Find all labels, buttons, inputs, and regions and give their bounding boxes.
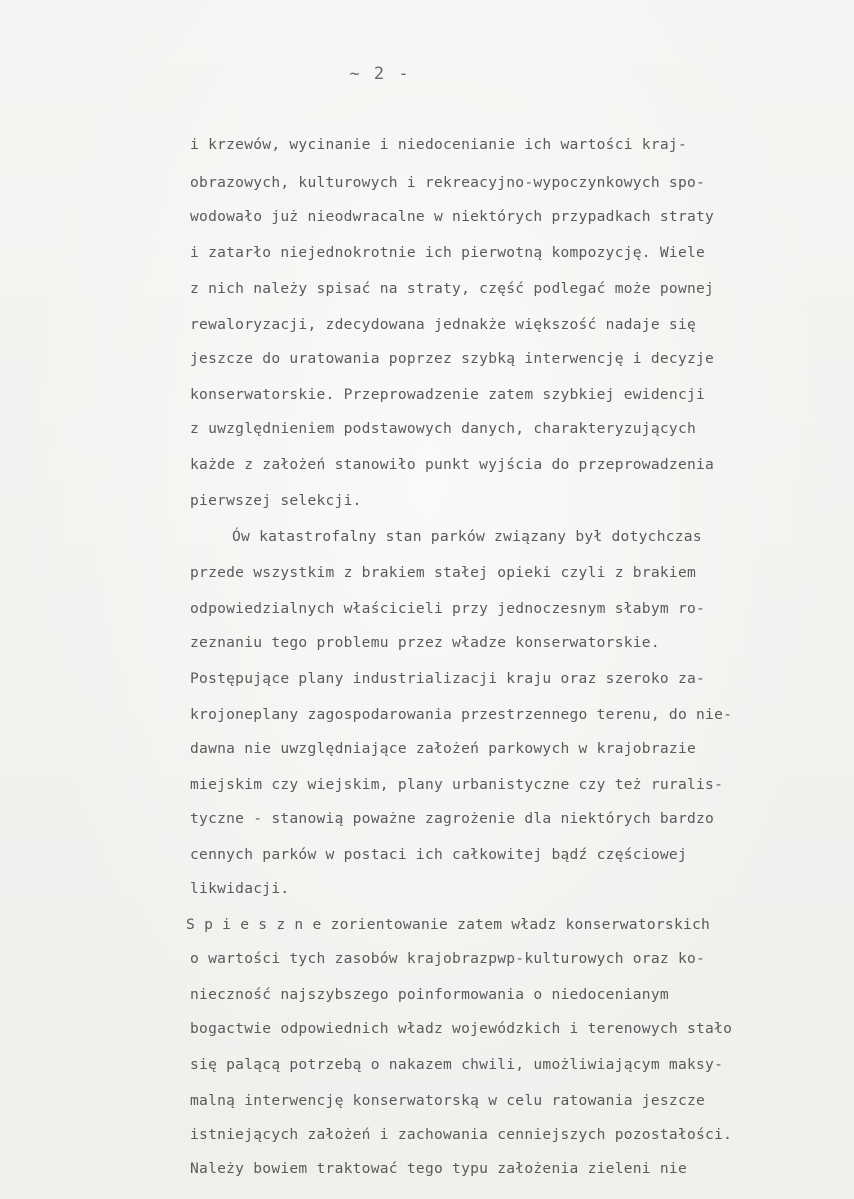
text-line: likwidacji. (190, 880, 290, 897)
text-line: Ów katastrofalny stan parków związany był dotychczas (232, 528, 702, 545)
text-line: rewaloryzacji, zdecydowana jednakże większość nadaje się (190, 316, 697, 333)
text-line: nieczność najszybszego poinformowania o niedocenianym (190, 986, 669, 1003)
text-line: pierwszej selekcji. (190, 492, 362, 509)
text-line: konserwatorskie. Przeprowadzenie zatem szybkiej ewidencji (190, 386, 706, 403)
text-line: dawna nie uwzględniające założeń parkowych w krajobrazie (190, 740, 697, 757)
text-line: wodowało już nieodwracalne w niektórych przypadkach straty (190, 208, 715, 225)
text-line: bogactwie odpowiednich władz wojewódzkich i terenowych stało (190, 1020, 733, 1037)
text-line: Postępujące plany industrializacji kraju oraz szeroko za- (190, 670, 706, 687)
text-line: istniejących założeń i zachowania cenniejszych pozostałości. (190, 1126, 733, 1143)
text-line: z uwzględnieniem podstawowych danych, charakteryzujących (190, 420, 697, 437)
text-line: S p i e s z n e zorientowanie zatem władz konserwatorskich (186, 916, 711, 933)
text-line: każde z założeń stanowiło punkt wyjścia do przeprowadzenia (190, 456, 715, 473)
page-number: ~ 2 - (349, 64, 411, 84)
text-line: miejskim czy wiejskim, plany urbanistyczne czy też ruralis- (190, 776, 724, 793)
text-line: przede wszystkim z brakiem stałej opieki czyli z brakiem (190, 564, 697, 581)
text-line: obrazowych, kulturowych i rekreacyjno-wypoczynkowych spo- (190, 174, 706, 191)
text-line: cennych parków w postaci ich całkowitej bądź częściowej (190, 846, 687, 863)
text-line: jeszcze do uratowania poprzez szybką interwencję i decyzje (190, 350, 715, 367)
text-line: Należy bowiem traktować tego typu założenia zieleni nie (190, 1160, 687, 1177)
text-line: tyczne - stanowią poważne zagrożenie dla niektórych bardzo (190, 810, 715, 827)
text-line: o wartości tych zasobów krajobrazpwp-kulturowych oraz ko- (190, 950, 706, 967)
text-line: malną interwencję konserwatorską w celu ratowania jeszcze (190, 1092, 706, 1109)
text-line: i krzewów, wycinanie i niedocenianie ich wartości kraj- (190, 136, 687, 153)
text-line: odpowiedzialnych właścicieli przy jednoczesnym słabym ro- (190, 600, 706, 617)
text-line: z nich należy spisać na straty, część podlegać może pownej (190, 280, 715, 297)
text-line: się palącą potrzebą o nakazem chwili, umożliwiającym maksy- (190, 1056, 724, 1073)
text-line: i zatarło niejednokrotnie ich pierwotną kompozycję. Wiele (190, 244, 706, 261)
text-line: zeznaniu tego problemu przez władze konserwatorskie. (190, 634, 660, 651)
text-line: krojoneplany zagospodarowania przestrzennego terenu, do nie- (190, 706, 733, 723)
